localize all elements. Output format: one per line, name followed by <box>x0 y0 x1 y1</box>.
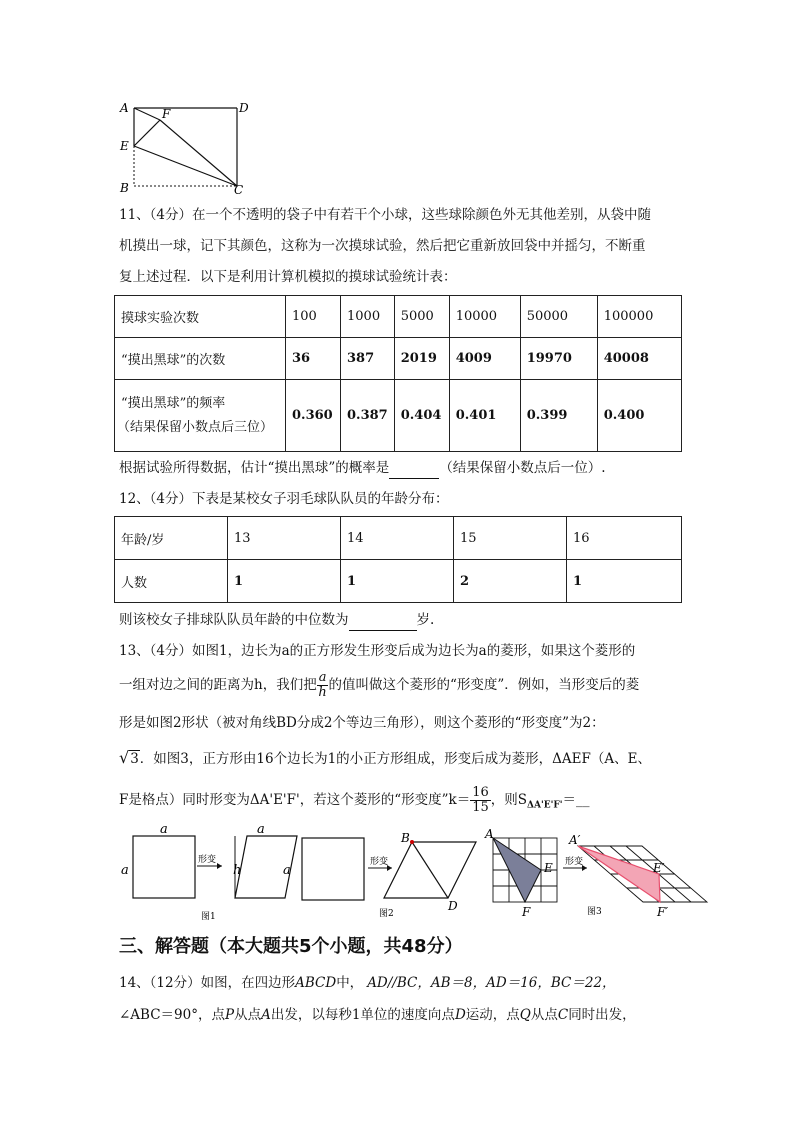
fig2-B: B <box>401 831 410 845</box>
fig2-caption: 图2 <box>379 909 394 919</box>
q11-answer-line <box>119 458 689 479</box>
q13-line2-b: 的值叫做这个菱形的“形变度”．例如，当形变后的菱 <box>328 677 640 693</box>
table-cell: 2 <box>454 560 567 603</box>
table-cell: 0.387 <box>341 380 395 452</box>
table-cell <box>115 380 286 452</box>
q12-answer-line <box>119 610 689 631</box>
fig1-h: h <box>233 863 242 878</box>
freq-head-a: “摸出黑球”的频率 <box>121 395 226 411</box>
label-B: B <box>120 181 129 195</box>
fig2-arrow-label: 形变 <box>370 857 389 867</box>
fig3-caption: 图3 <box>587 907 602 917</box>
label-C: C <box>234 183 244 196</box>
fig1-arrow-label: 形变 <box>198 855 217 865</box>
q12-table <box>114 516 682 603</box>
label-E: E <box>120 139 129 153</box>
table-cell: 2019 <box>394 338 449 380</box>
fig3-A-prime: A′ <box>569 833 581 847</box>
q13-line2-a: 一组对边之间的距离为h，我们把 <box>119 677 317 693</box>
table-cell: 50000 <box>520 296 597 338</box>
fraction-a-over-h <box>317 671 329 700</box>
q11-after-b: （结果保留小数点后一位）. <box>439 460 606 476</box>
table-cell: 36 <box>286 338 341 380</box>
table-cell: 0.404 <box>394 380 449 452</box>
q12-after-a: 则该校女子排球队队员年龄的中位数为 <box>119 612 349 628</box>
fig2-D: D <box>448 899 458 913</box>
fig1-caption: 图1 <box>201 912 216 922</box>
table-cell: 100 <box>286 296 341 338</box>
figure-2 <box>300 828 485 920</box>
section-heading: 三、解答题（本大题共5个小题，共48分） <box>119 936 463 957</box>
q14-line2-d: 运动，点 <box>465 1007 520 1023</box>
table-cell: 0.400 <box>597 380 681 452</box>
q14-line2-b: 从点 <box>234 1007 262 1023</box>
q12-line1: 12、（4分）下表是某校女子羽毛球队队员的年龄分布： <box>119 491 449 507</box>
table-cell: 年龄/岁 <box>115 517 228 560</box>
fig3-E-prime: E′ <box>653 861 665 875</box>
table-cell: 10000 <box>449 296 520 338</box>
table-cell: 16 <box>567 517 682 560</box>
answer-blank[interactable] <box>389 458 439 479</box>
q14-line2-e: 从点 <box>530 1007 558 1023</box>
label-A: A <box>120 101 129 115</box>
q14-Q: Q <box>519 1007 531 1023</box>
sqrt-radicand: 3 <box>130 751 139 767</box>
table-cell: 1 <box>341 560 454 603</box>
table-cell: 13 <box>228 517 341 560</box>
table-cell: 15 <box>454 517 567 560</box>
table-cell: 0.360 <box>286 380 341 452</box>
table-cell: 387 <box>341 338 395 380</box>
table-cell: 摸球实验次数 <box>115 296 286 338</box>
table-cell: 40008 <box>597 338 681 380</box>
figure-1 <box>115 822 305 922</box>
fig1-a-left: a <box>121 863 129 878</box>
fig3-A: A <box>485 827 494 841</box>
label-F: F <box>162 107 171 121</box>
fig1-a-top: a <box>160 822 168 837</box>
q13-line4 <box>119 748 689 769</box>
fig3-F-prime: F′ <box>657 905 669 919</box>
q13-line5 <box>119 782 689 824</box>
table-cell: 19970 <box>520 338 597 380</box>
q13-line2 <box>119 670 689 700</box>
table-cell: 5000 <box>394 296 449 338</box>
fig1-a-right: a <box>283 863 291 878</box>
q13-line5-c: ＝__ <box>562 792 590 808</box>
q14-line1-a: 14、（12分）如图，在四边形 <box>119 975 296 991</box>
frac-num: 16 <box>472 785 489 800</box>
table-cell: 0.401 <box>449 380 520 452</box>
sqrt-symbol: √ <box>119 748 130 767</box>
frac-den: 15 <box>472 800 489 815</box>
q11-after-a: 根据试验所得数据，估计“摸出黑球”的概率是 <box>119 460 390 476</box>
table-cell: “摸出黑球”的次数 <box>115 338 286 380</box>
fig3-E: E <box>544 861 553 875</box>
label-D: D <box>239 101 249 115</box>
q14-line2-f: 同时出发， <box>568 1007 636 1023</box>
table-cell: 14 <box>341 517 454 560</box>
table-cell: 4009 <box>449 338 520 380</box>
q13-line4-text: ．如图3，正方形由16个边长为1的小正方形组成，形变后成为菱形，ΔAEF（A、E、 <box>139 751 651 767</box>
fig3-arrow-label: 形变 <box>565 857 584 867</box>
frac-den: h <box>318 685 327 700</box>
q13-line1: 13、（4分）如图1，边长为a的正方形发生形变后成为边长为a的菱形，如果这个菱形的 <box>119 643 636 659</box>
sqrt-three <box>119 748 140 767</box>
frac-num: a <box>318 670 327 685</box>
q14-line2-c: 出发，以每秒1单位的速度向点 <box>270 1007 455 1023</box>
table-cell: 1 <box>567 560 682 603</box>
freq-head-b: （结果保留小数点后三位） <box>117 419 274 435</box>
answer-blank[interactable] <box>349 610 417 631</box>
fig1-a-top2: a <box>257 822 265 837</box>
q12-after-b: 岁. <box>416 612 435 628</box>
q14-A: A <box>261 1007 271 1023</box>
q13-line5-b: ，则S <box>490 792 528 808</box>
q14-D: D <box>454 1007 466 1023</box>
q14-line1 <box>119 973 689 993</box>
area-subscript: ΔA'E'F' <box>527 800 563 811</box>
figure-3 <box>483 826 713 922</box>
q14-abcd: ABCD <box>295 975 337 991</box>
table-cell: 0.399 <box>520 380 597 452</box>
table-cell: 人数 <box>115 560 228 603</box>
q13-line5-a: F是格点）同时形变为ΔA'E'F'，若这个菱形的“形变度”k＝ <box>119 792 471 808</box>
rectangle-abcd-figure <box>112 96 252 196</box>
table-cell: 100000 <box>597 296 681 338</box>
q11-table <box>114 295 682 452</box>
table-cell: 1000 <box>341 296 395 338</box>
q14-C: C <box>557 1007 569 1023</box>
q14-line2-a: ∠ABC＝90°，点 <box>119 1007 225 1023</box>
fraction-16-over-15 <box>470 786 491 815</box>
q14-P: P <box>225 1007 235 1023</box>
q11-line2: 机摸出一球，记下其颜色，这称为一次摸球试验，然后把它重新放回袋中并摇匀，不断重 <box>119 238 646 254</box>
q13-line3: 形是如图2形状（被对角线BD分成2个等边三角形），则这个菱形的“形变度”为2： <box>119 715 605 731</box>
table-cell: 1 <box>228 560 341 603</box>
q14-line2 <box>119 1005 689 1025</box>
q14-line1-c: AD//BC，AB＝8，AD＝16，BC＝22， <box>367 975 616 991</box>
fig3-F: F <box>522 905 531 919</box>
q14-line1-b: 中， <box>336 975 364 991</box>
q11-line3: 复上述过程．以下是利用计算机模拟的摸球试验统计表： <box>119 269 457 285</box>
q11-line1: 11、（4分）在一个不透明的袋子中有若干个小球，这些球除颜色外无其他差别，从袋中随 <box>119 207 652 223</box>
